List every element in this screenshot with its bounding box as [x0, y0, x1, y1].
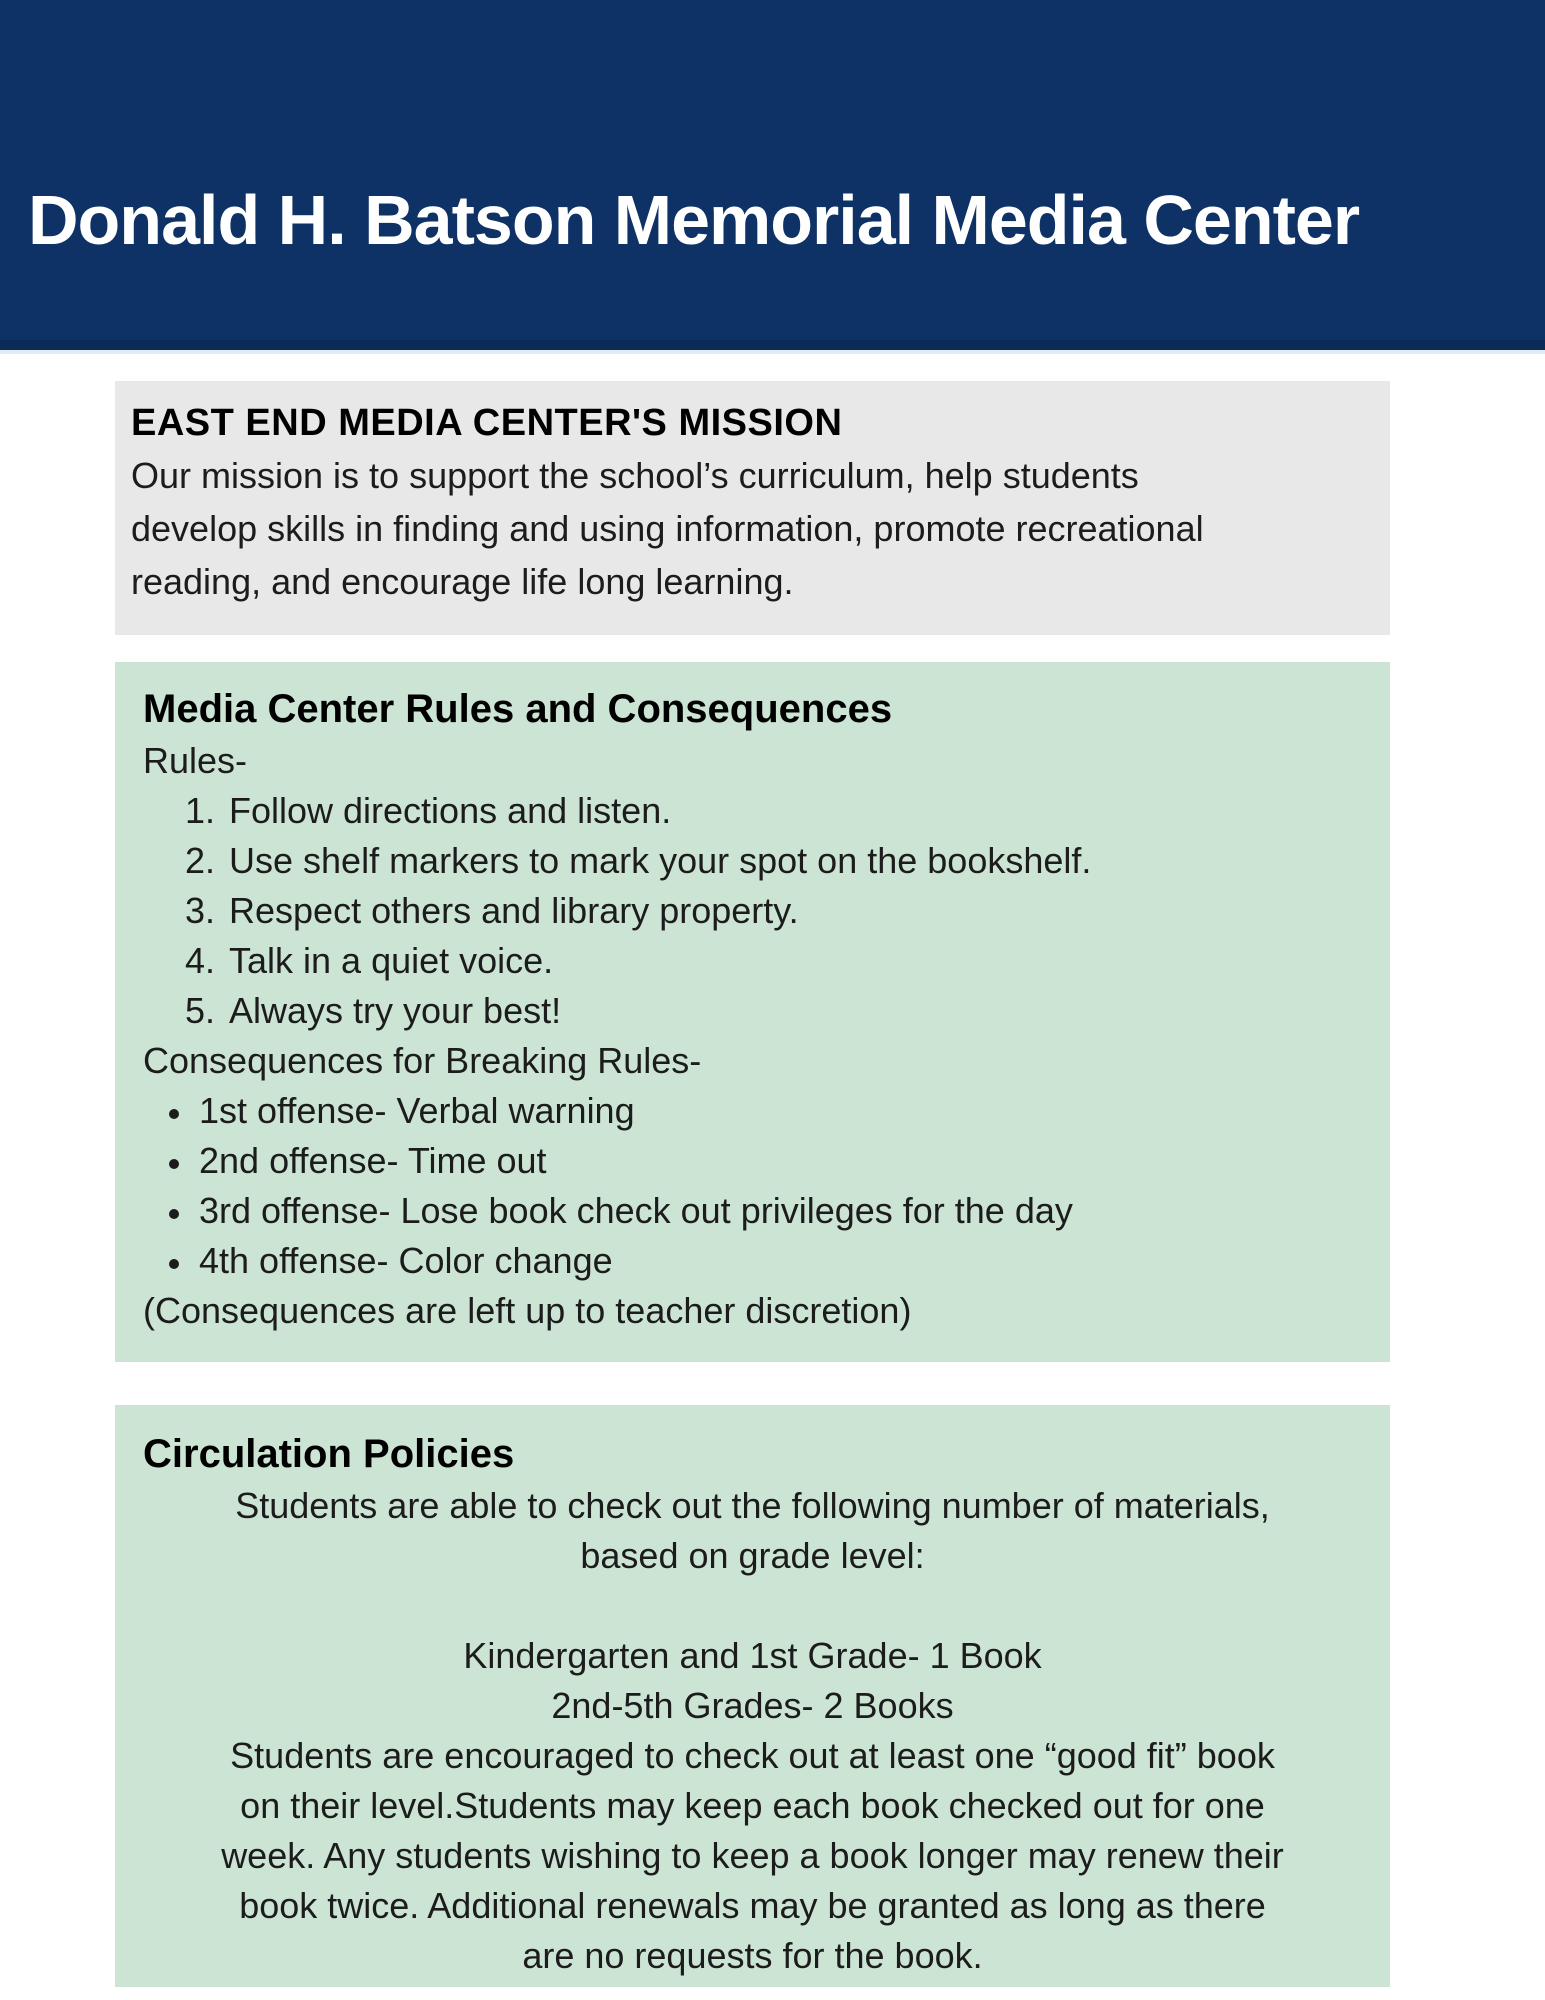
- mission-text-line: reading, and encourage life long learning.: [131, 561, 794, 602]
- circulation-heading: Circulation Policies: [143, 1432, 515, 1476]
- rules-heading: Media Center Rules and Consequences: [143, 687, 893, 731]
- circulation-section: [115, 1405, 1390, 1987]
- header-banner: [0, 0, 1545, 350]
- rule-item: 3. Respect others and library property.: [225, 886, 1362, 936]
- consequence-item: • 1st offense- Verbal warning: [195, 1086, 1362, 1136]
- mission-text-line: Our mission is to support the school’s curriculum, help students: [131, 455, 1139, 496]
- mission-section: [115, 381, 1390, 635]
- mission-heading: EAST END MEDIA CENTER'S MISSION: [131, 402, 843, 444]
- rule-item: 4. Talk in a quiet voice.: [225, 936, 1362, 986]
- consequence-item: • 2nd offense- Time out: [195, 1136, 1362, 1186]
- consequences-label: Consequences for Breaking Rules-: [143, 1040, 702, 1081]
- rule-item: 5. Always try your best!: [225, 986, 1362, 1036]
- rule-item: 2. Use shelf markers to mark your spot on the bookshelf.: [225, 836, 1362, 886]
- allowances-block: [143, 1631, 1362, 1731]
- banner-underline: [0, 350, 1545, 354]
- rule-item: 1. Follow directions and listen.: [225, 786, 1362, 836]
- circulation-intro-line: based on grade level:: [580, 1535, 925, 1576]
- consequences-list: [143, 1086, 1362, 1286]
- rules-section: [115, 662, 1390, 1362]
- consequence-item: • 3rd offense- Lose book check out privileges for the day: [195, 1186, 1362, 1236]
- policy-text-line: are no requests for the book.: [522, 1935, 983, 1976]
- consequences-note: (Consequences are left up to teacher discretion): [143, 1290, 912, 1331]
- allowance-item: Kindergarten and 1st Grade- 1 Book: [463, 1635, 1042, 1676]
- allowance-item: 2nd-5th Grades- 2 Books: [551, 1685, 954, 1726]
- rules-list: [143, 786, 1362, 1036]
- circulation-intro-line: Students are able to check out the following number of materials,: [235, 1485, 1270, 1526]
- mission-text-line: develop skills in finding and using information, promote recreational: [131, 508, 1204, 549]
- policy-block: [143, 1731, 1362, 1981]
- policy-text-line: week. Any students wishing to keep a book longer may renew their: [221, 1835, 1284, 1876]
- policy-text-line: book twice. Additional renewals may be granted as long as there: [239, 1885, 1266, 1926]
- policy-text-line: Students are encouraged to check out at least one “good fit” book: [230, 1735, 1275, 1776]
- rules-label: Rules-: [143, 740, 248, 781]
- policy-text-line: on their level.Students may keep each book checked out for one: [240, 1785, 1265, 1826]
- page-title: Donald H. Batson Memorial Media Center: [28, 181, 1360, 259]
- consequence-item: • 4th offense- Color change: [195, 1236, 1362, 1286]
